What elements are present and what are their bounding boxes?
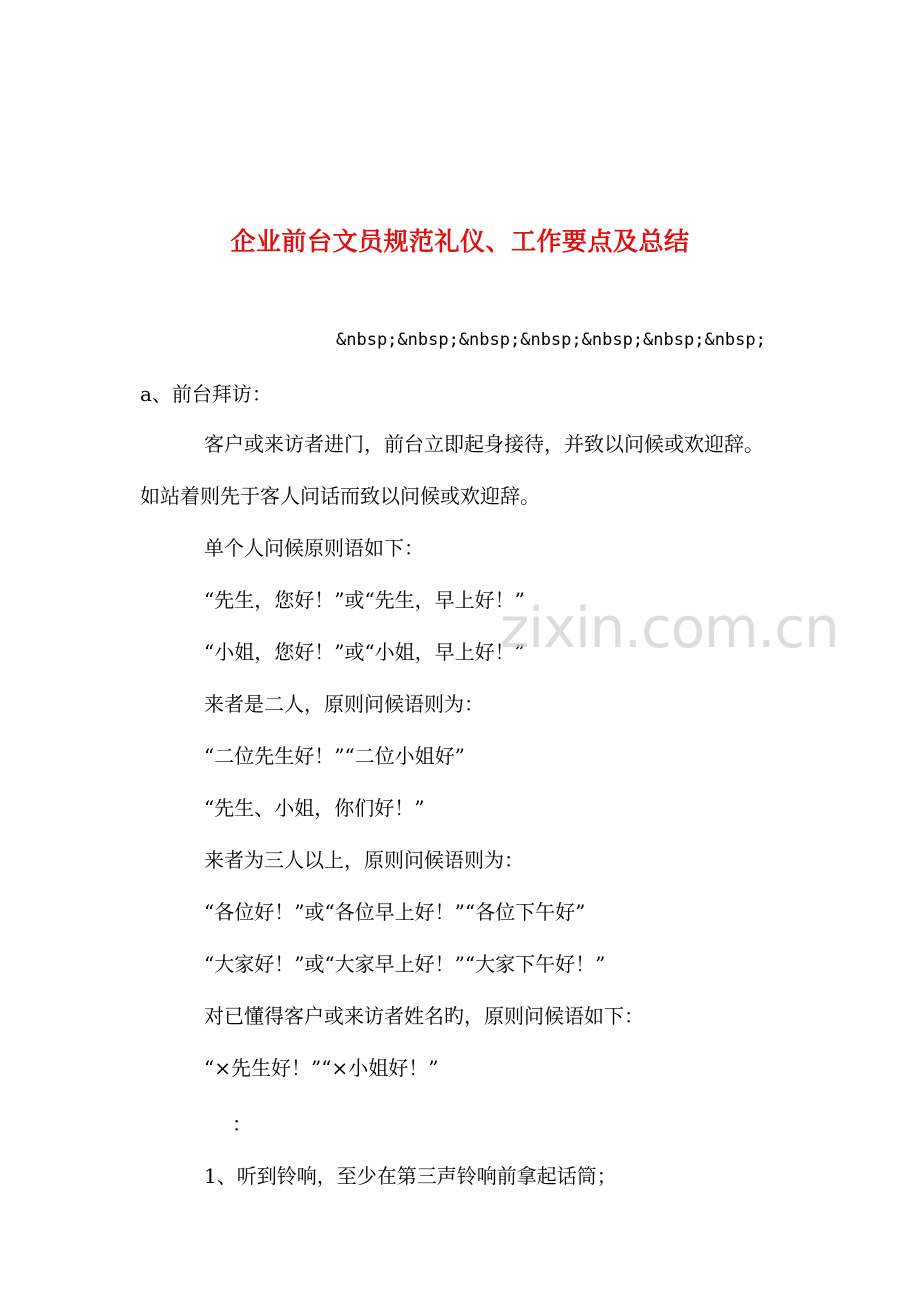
watermark: zixin.com.cn — [500, 596, 839, 661]
known-greeting-heading: 对已懂得客户或来访者姓名旳，原则问候语如下： — [204, 1004, 644, 1028]
greeting-example: “×先生好！”“×小姐好！” — [204, 1056, 439, 1080]
colon-line: ： — [232, 1112, 252, 1136]
greeting-example: “大家好！”或“大家早上好！”“大家下午好！” — [204, 952, 606, 976]
section-a-heading: a、前台拜访： — [140, 382, 272, 406]
paragraph-line: 如站着则先于客人问话而致以问候或欢迎辞。 — [140, 484, 540, 508]
phone-rule-item: 1、听到铃响，至少在第三声铃响前拿起话筒； — [204, 1164, 617, 1188]
three-greeting-heading: 来者为三人以上，原则问候语则为： — [204, 848, 524, 872]
greeting-example: “先生、小姐，你们好！” — [204, 796, 425, 820]
greeting-example: “小姐，您好！”或“小姐，早上好！” — [204, 640, 525, 664]
greeting-example: “先生，您好！”或“先生，早上好！” — [204, 588, 525, 612]
greeting-example: “二位先生好！”“二位小姐好” — [204, 744, 465, 768]
paragraph-line: 客户或来访者进门，前台立即起身接待，并致以问候或欢迎辞。 — [204, 432, 764, 456]
document-title: 企业前台文员规范礼仪、工作要点及总结 — [230, 227, 690, 256]
nbsp-line: &nbsp;&nbsp;&nbsp;&nbsp;&nbsp;&nbsp;&nbsp; — [336, 330, 766, 350]
single-greeting-heading: 单个人问候原则语如下： — [204, 536, 424, 560]
greeting-example: “各位好！”或“各位早上好！”“各位下午好” — [204, 900, 586, 924]
two-greeting-heading: 来者是二人，原则问候语则为： — [204, 692, 484, 716]
